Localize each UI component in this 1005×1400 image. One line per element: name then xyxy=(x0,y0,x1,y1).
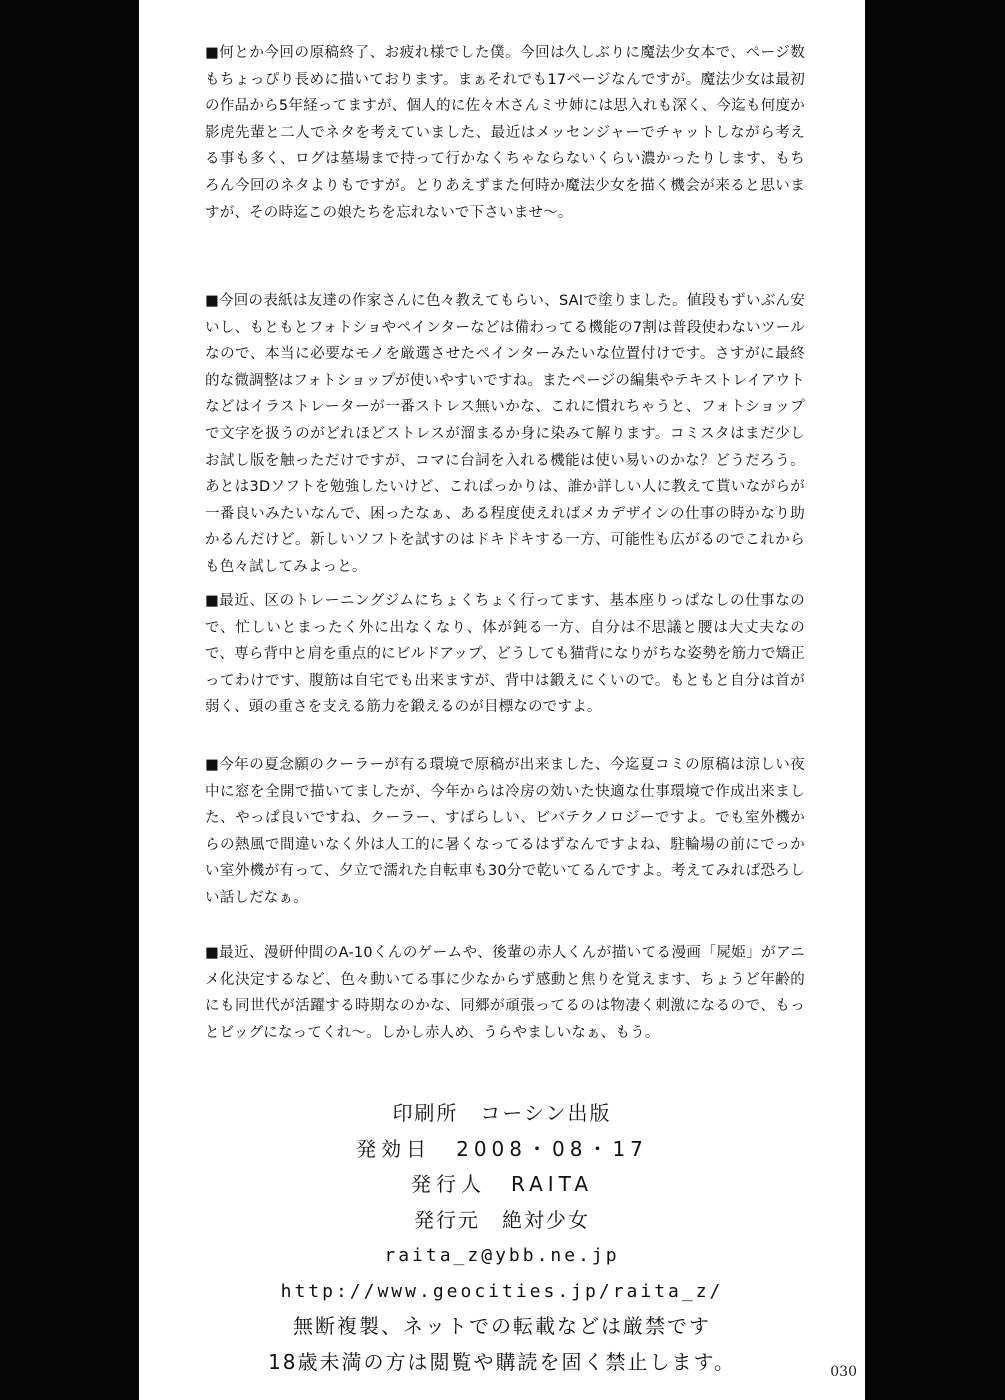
right-scan-edge xyxy=(865,0,1005,1400)
colophon-age-notice: 18歳未満の方は閲覧や購読を固く禁止します。 xyxy=(268,1349,736,1374)
note-paragraph-2: ■今回の表紙は友達の作家さんに色々教えてもらい、SAIで塗りました。値段もずいぶん安いし、もともとフォトショやペインターなどは備わってる機能の7割は普段使わないツールなので、本当に必要なモノを厳選させたペインターみたいな位置付けです。さすがに最終的な微調整はフォトショップが使いやすいですね。またページの編集やテキストレイアウトなどはイラストレーターが一番ストレス無いかな、これに慣れちゃうと、フォトショップで文字を扱うのがどれほどストレスが溜まるか身に染みて解ります。コミスタはまだ少しお試し版を触っただけですが、コマに台詞を入れる機能は使い易いのかな？どうだろう。あとは3Dソフトを勉強したいけど、これぱっかりは、誰か詳しい人に教えて貰いながらが一番良いみたいなんで、困ったなぁ、ある程度使えればメカデザインの仕事の時かなり助かるんだけど。新しいソフトを試すのはドキドキする一方、可能性も広がるのでこれからも色々試してみよっと。 xyxy=(205,293,805,575)
page-number: 030 xyxy=(830,1364,857,1380)
afterword-page xyxy=(139,0,865,1400)
colophon-publisher-person: 発行人 RAITA xyxy=(410,1172,593,1196)
left-scan-edge xyxy=(0,0,139,1400)
colophon-url: http://www.geocities.jp/raita_z/ xyxy=(280,1280,724,1302)
colophon-issue-date: 発効日 2008・08・17 xyxy=(356,1136,648,1161)
note-paragraph-4: ■今年の夏念願のクーラーが有る環境で原稿が出来ました、今迄夏コミの原稿は涼しい夜中に窓を全開で描いてましたが、今年からは冷房の効いた快適な仕事環境で作成出来ました、やっぱ良いですね、クーラー、すばらしい、ビバテクノロジーですよ。でも室外機からの熱風で間違いなく外は人工的に暑くなってるはずなんですよね、駐輪場の前にでっかい室外機が有って、夕立で濡れた自転車も30分で乾いてるんですよ。考えてみれば恐ろしい話しだなぁ。 xyxy=(205,757,805,906)
note-paragraph-3: ■最近、区のトレーニングジムにちょくちょく行ってます、基本座りっぱなしの仕事なので、忙しいとまったく外に出なくなり、体が鈍る一方、自分は不思議と腰は大丈夫なので、専ら背中と肩を重点的にビルドアップ、どうしても猫背になりがちな姿勢を筋力で矯正ってわけです、腹筋は自宅でも出来ますが、背中は鍛えにくいので。もともと自分は首が弱く、頭の重さを支える筋力を鍛えるのが目標なのですよ。 xyxy=(205,593,805,716)
colophon-publisher-org: 発行元 絶対少女 xyxy=(414,1207,590,1232)
colophon xyxy=(139,1096,865,1380)
colophon-printer: 印刷所 コーシン出版 xyxy=(392,1101,612,1125)
note-paragraph-5: ■最近、漫研仲間のA-10くんのゲームや、後輩の赤人くんが描いてる漫画「屍姫」がアニメ化決定するなど、色々動いてる事に少なからず感動と焦りを覚えます、ちょうど年齢的にも同世代が活躍する時期なのかな、同郷が頑張ってるのは物凄く刺激になるので、もっとビッグになってくれ～。しかし赤人め、うらやましいなぁ、もう。 xyxy=(205,945,805,1041)
note-paragraph-1: ■何とか今回の原稿終了、お疲れ様でした僕。今回は久しぶりに魔法少女本で、ページ数もちょっぴり長めに描いております。まぁそれでも17ページなんですが。魔法少女は最初の作品から5年経ってますが、個人的に佐々木さんミサ姉には思入れも深く、今迄も何度か影虎先輩と二人でネタを考えていました、最近はメッセンジャーでチャットしながら考える事も多く、ログは墓場まで持って行かなくちゃならないくらい濃かったりします、もちろん今回のネタよりもですが。とりあえずまた何時か魔法少女を描く機会が来ると思いますが、その時迄この娘たちを忘れないで下さいませ～。 xyxy=(205,45,805,221)
colophon-copy-notice: 無断複製、ネットでの転載などは厳禁です xyxy=(293,1314,711,1338)
colophon-email: raita_z@ybb.ne.jp xyxy=(384,1245,620,1266)
